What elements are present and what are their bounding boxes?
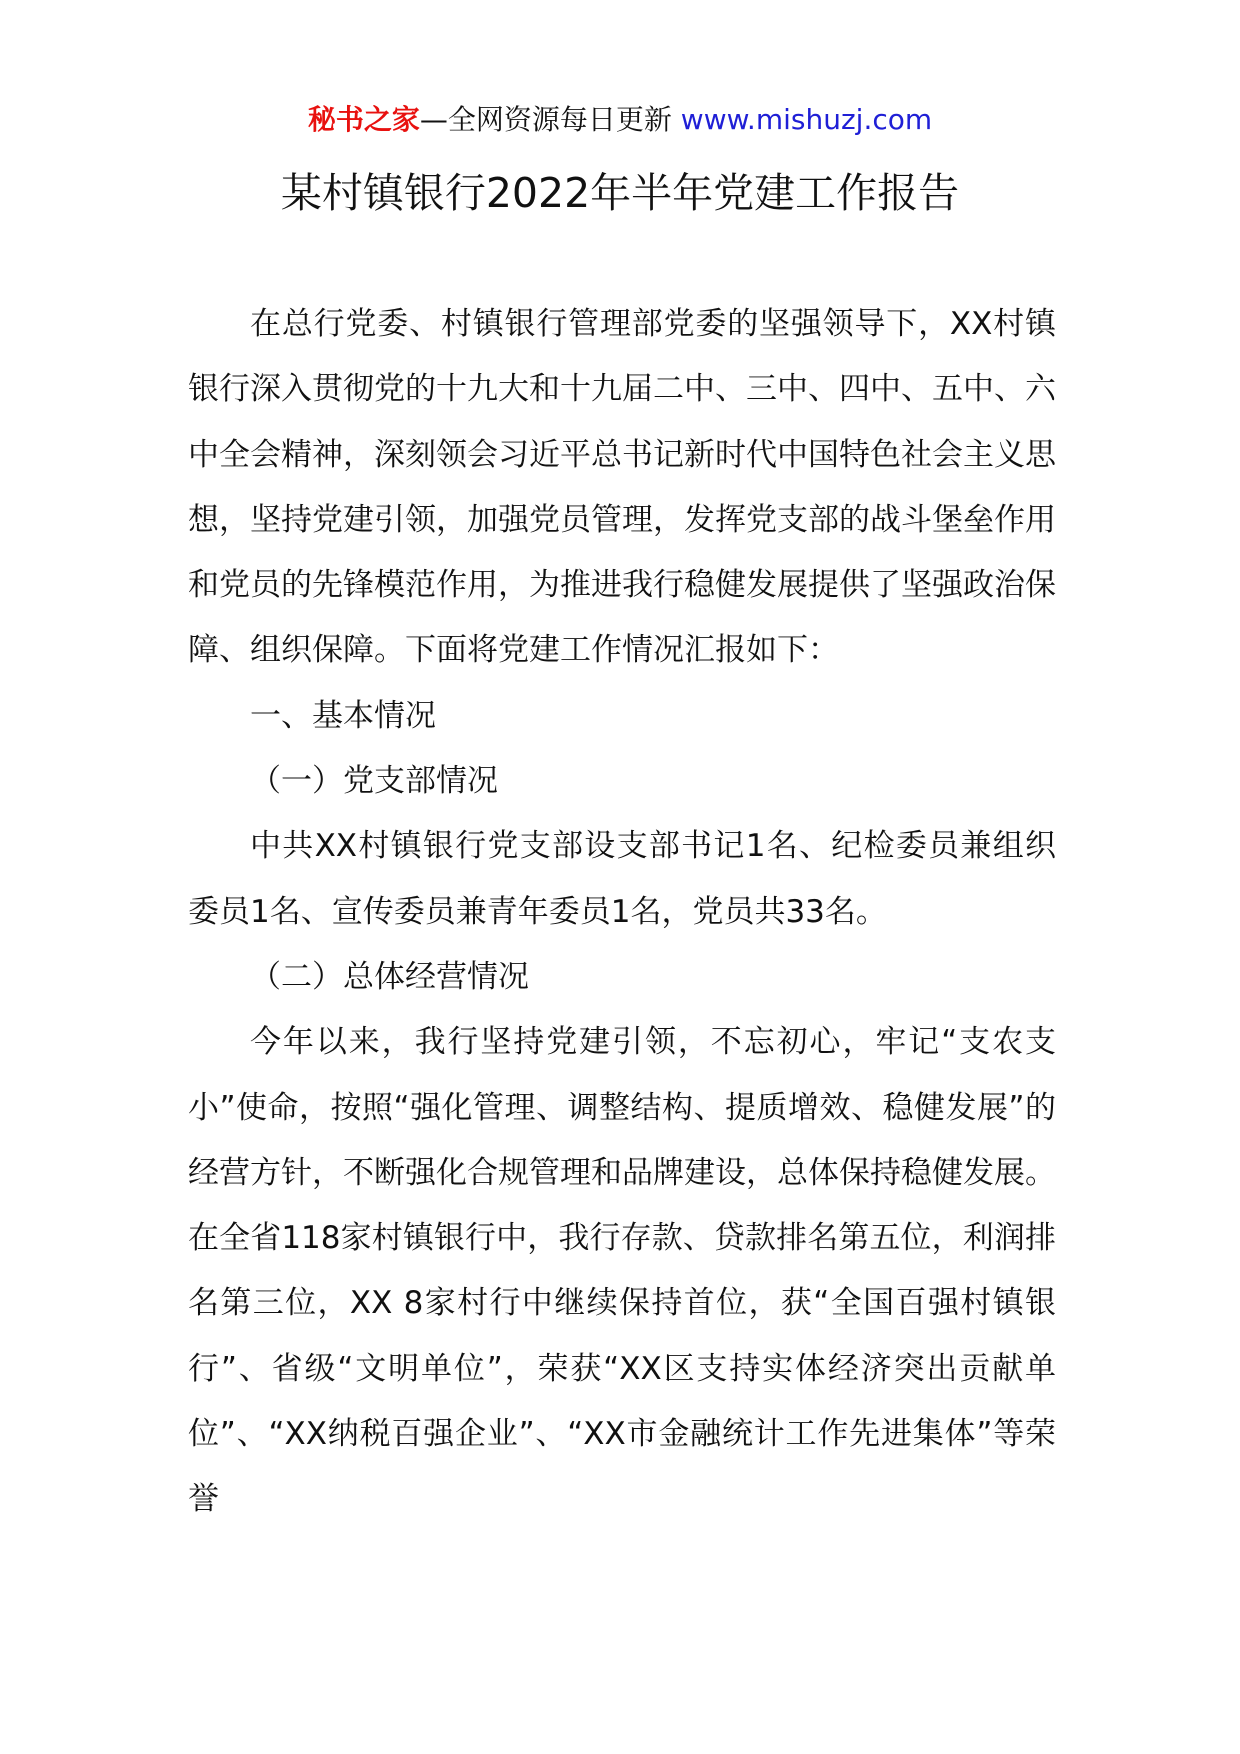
document-title: 某村镇银行2022年半年党建工作报告 (280, 169, 960, 217)
operations-paragraph: 今年以来，我行坚持党建引领，不忘初心，牢记“支农支小”使命，按照“强化管理、调整结构、提质增效、稳健发展”的经营方针，不断强化合规管理和品牌建设，总体保持稳健发展。在全省118家村镇银行中，我行存款、贷款排名第五位，利润排名第三位，XX 8家村行中继续保持首位，获“全国百强村镇银行”、省级“文明单位”，荣获“XX区支持实体经济突出贡献单位”、“XX纳税百强企业”、“XX市金融统计工作先进集体”等荣誉 (188, 1024, 1056, 1518)
intro-paragraph: 在总行党委、村镇银行管理部党委的坚强领导下，XX村镇银行深入贯彻党的十九大和十九届二中、三中、四中、五中、六中全会精神，深刻领会习近平总书记新时代中国特色社会主义思想，坚持党建引领，加强党员管理，发挥党支部的战斗堡垒作用和党员的先锋模范作用，为推进我行稳健发展提供了坚强政治保障、组织保障。下面将党建工作情况汇报如下： (188, 306, 1056, 669)
site-url-link[interactable]: www.mishuzj.com (680, 103, 933, 136)
subsection-heading-operations: （二）总体经营情况 (250, 958, 529, 995)
site-slogan: —全网资源每日更新 (419, 103, 672, 136)
brand-name[interactable]: 秘书之家 (307, 103, 420, 136)
site-header (0, 100, 1240, 140)
party-branch-paragraph: 中共XX村镇银行党支部设支部书记1名、纪检委员兼组织委员1名、宣传委员兼青年委员1名，党员共33名。 (188, 828, 1056, 930)
document-body (188, 292, 1056, 1533)
section-heading-basic-situation: 一、基本情况 (250, 697, 436, 734)
subsection-heading-party-branch: （一）党支部情况 (250, 763, 498, 800)
